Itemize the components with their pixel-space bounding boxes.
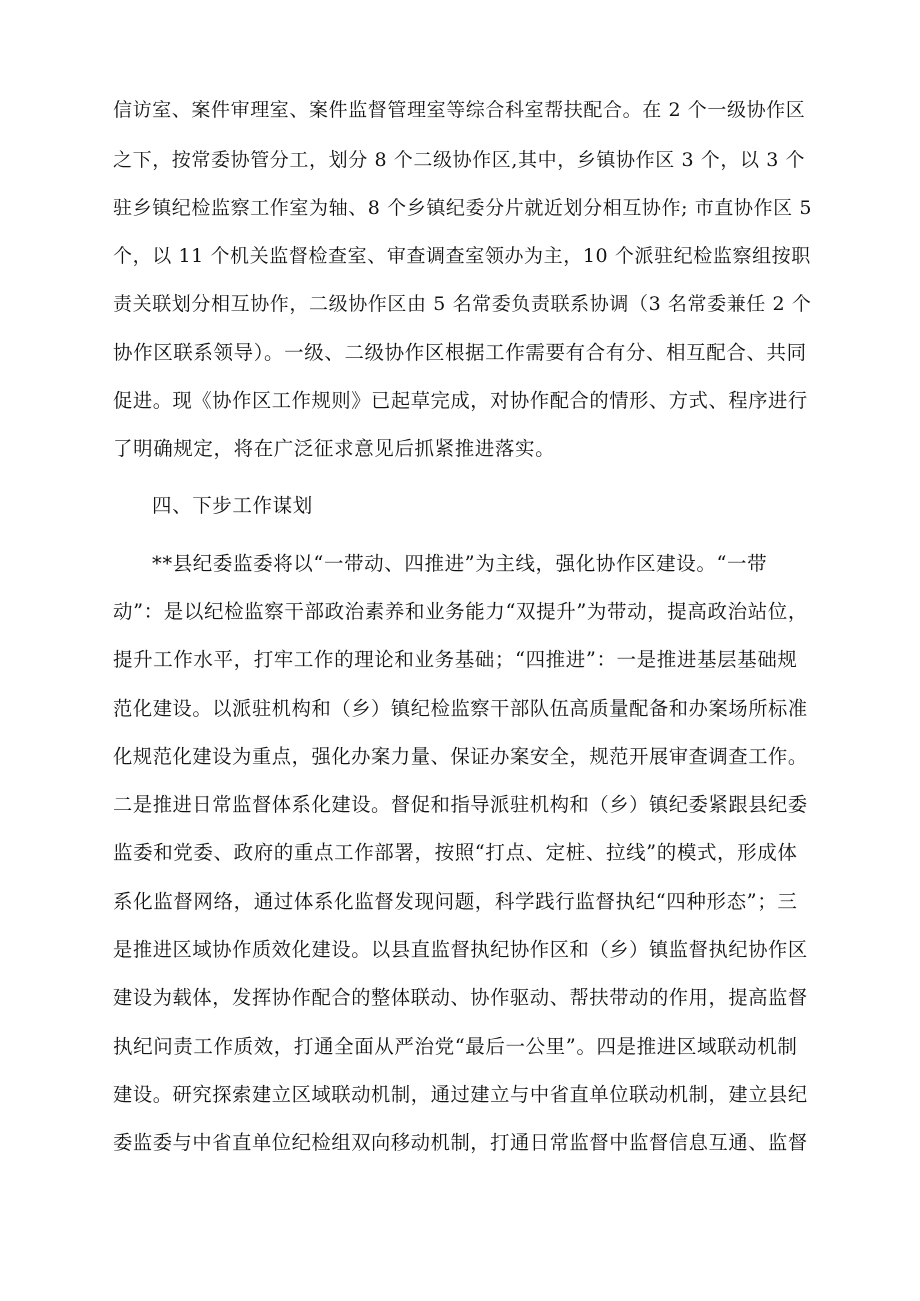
paragraph-line: **县纪委监委将以“一带动、四推进”为主线，强化协作区建设。“一带 (152, 552, 768, 575)
paragraph-line: 协作区联系领导）。一级、二级协作区根据工作需要有合有分、相互配合、共同 (113, 341, 807, 364)
paragraph-line: 之下，按常委协管分工，划分 8 个二级协作区,其中，乡镇协作区 3 个，以 3 个 (113, 149, 806, 171)
paragraph-line: 范化建设。以派驻机构和（乡）镇纪检监察干部队伍高质量配备和办案场所标准 (113, 697, 808, 720)
paragraph-line: 是推进区域协作质效化建设。以县直监督执纪协作区和（乡）镇监督执纪协作区 (113, 938, 808, 961)
paragraph-line: 监委和党委、政府的重点工作部署，按照“打点、定桩、拉线”的模式，形成体 (113, 841, 798, 864)
paragraph-line: 化规范化建设为重点，强化办案力量、保证办案安全，规范开展审查调查工作。 (113, 745, 808, 768)
paragraph-line: 信访室、案件审理室、案件监督管理室等综合科室帮扶配合。在 2 个一级协作区 (113, 99, 806, 121)
paragraph-line: 动”：是以纪检监察干部政治素养和业务能力“双提升”为带动，提高政治站位， (113, 600, 809, 623)
paragraph-line: 提升工作水平，打牢工作的理论和业务基础；“四推进”：一是推进基层基础规 (113, 648, 798, 671)
paragraph-line: 执纪问责工作质效，打通全面从严治党“最后一公里”。四是推进区域联动机制 (113, 1035, 798, 1058)
paragraph-line: 个，以 11 个机关监督检查室、审查调查室领办为主，10 个派驻纪检监察组按职 (113, 245, 811, 267)
paragraph-line: 二是推进日常监督体系化建设。督促和指导派驻机构和（乡）镇纪委紧跟县纪委 (113, 793, 808, 816)
section-heading: 四、下步工作谋划 (152, 494, 313, 517)
paragraph-line: 了明确规定，将在广泛征求意见后抓紧推进落实。 (113, 437, 556, 460)
paragraph-line: 建设。研究探索建立区域联动机制，通过建立与中省直单位联动机制，建立县纪 (113, 1083, 808, 1106)
paragraph-line: 促进。现《协作区工作规则》已起草完成，对协作配合的情形、方式、程序进行 (113, 389, 808, 412)
paragraph-line: 责关联划分相互协作，二级协作区由 5 名常委负责联系协调（3 名常委兼任 2 个 (113, 293, 812, 315)
paragraph-line: 驻乡镇纪检监察工作室为轴、8 个乡镇纪委分片就近划分相互协作; 市直协作区 5 (113, 197, 813, 219)
paragraph-line: 系化监督网络，通过体系化监督发现问题，科学践行监督执纪“四种形态”；三 (113, 890, 798, 913)
paragraph-line: 委监委与中省直单位纪检组双向移动机制，打通日常监督中监督信息互通、监督 (113, 1131, 808, 1154)
paragraph-line: 建设为载体，发挥协作配合的整体联动、协作驱动、帮扶带动的作用，提高监督 (113, 986, 808, 1009)
